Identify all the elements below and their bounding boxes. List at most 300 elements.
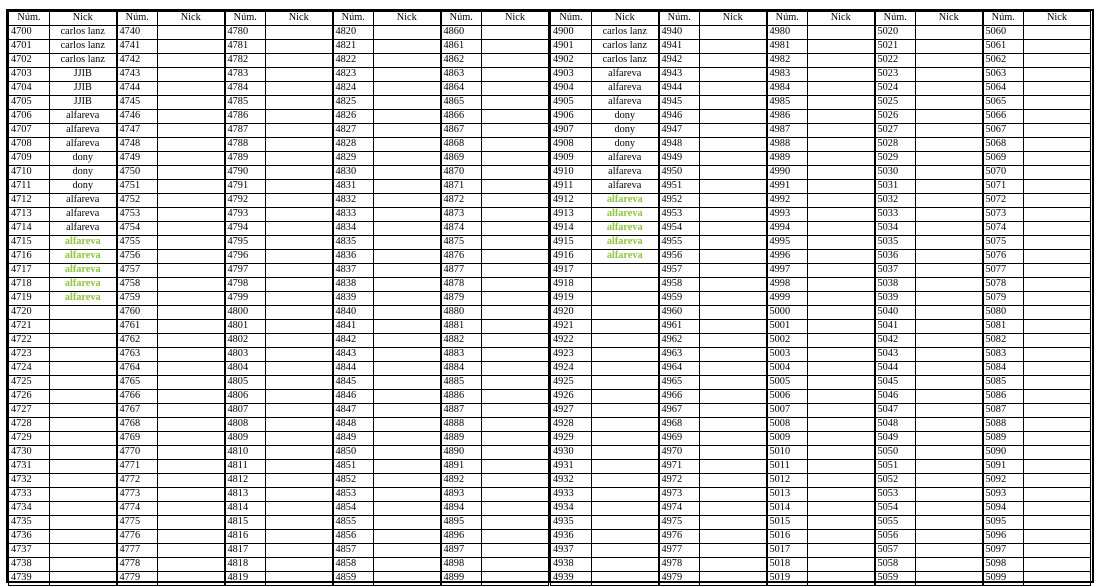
nick-cell[interactable]: [158, 306, 225, 320]
nick-cell[interactable]: [482, 292, 549, 306]
nick-cell[interactable]: [1024, 96, 1091, 110]
nick-cell[interactable]: [916, 362, 983, 376]
nick-cell[interactable]: [808, 446, 875, 460]
nick-cell[interactable]: [158, 558, 225, 572]
nick-cell[interactable]: [916, 502, 983, 516]
nick-cell[interactable]: [1024, 572, 1091, 586]
nick-cell[interactable]: [700, 516, 767, 530]
nick-cell[interactable]: [158, 250, 225, 264]
nick-cell[interactable]: [266, 54, 333, 68]
nick-cell[interactable]: [266, 110, 333, 124]
nick-cell[interactable]: [916, 68, 983, 82]
nick-cell[interactable]: alfareva: [50, 278, 117, 292]
nick-cell[interactable]: [592, 460, 659, 474]
nick-cell[interactable]: [700, 180, 767, 194]
nick-cell[interactable]: [482, 208, 549, 222]
nick-cell[interactable]: [50, 446, 117, 460]
nick-cell[interactable]: carlos lanz: [50, 40, 117, 54]
nick-cell[interactable]: [482, 110, 549, 124]
nick-cell[interactable]: [158, 236, 225, 250]
nick-cell[interactable]: [808, 488, 875, 502]
nick-cell[interactable]: [374, 544, 441, 558]
nick-cell[interactable]: [482, 474, 549, 488]
nick-cell[interactable]: [482, 502, 549, 516]
nick-cell[interactable]: [808, 194, 875, 208]
nick-cell[interactable]: [158, 376, 225, 390]
nick-cell[interactable]: [1024, 26, 1091, 40]
nick-cell[interactable]: [700, 166, 767, 180]
nick-cell[interactable]: [158, 292, 225, 306]
nick-cell[interactable]: [374, 278, 441, 292]
nick-cell[interactable]: [808, 516, 875, 530]
nick-cell[interactable]: [482, 446, 549, 460]
nick-cell[interactable]: [158, 432, 225, 446]
nick-cell[interactable]: carlos lanz: [50, 26, 117, 40]
nick-cell[interactable]: [1024, 320, 1091, 334]
nick-cell[interactable]: [808, 54, 875, 68]
nick-cell[interactable]: [158, 194, 225, 208]
nick-cell[interactable]: [700, 334, 767, 348]
nick-cell[interactable]: [916, 236, 983, 250]
nick-cell[interactable]: alfareva: [50, 124, 117, 138]
nick-cell[interactable]: [482, 68, 549, 82]
nick-cell[interactable]: [50, 544, 117, 558]
nick-cell[interactable]: [374, 264, 441, 278]
nick-cell[interactable]: [374, 236, 441, 250]
nick-cell[interactable]: [916, 264, 983, 278]
nick-cell[interactable]: [1024, 530, 1091, 544]
nick-cell[interactable]: [1024, 152, 1091, 166]
nick-cell[interactable]: [482, 544, 549, 558]
nick-cell[interactable]: [916, 54, 983, 68]
nick-cell[interactable]: [158, 348, 225, 362]
nick-cell[interactable]: [158, 180, 225, 194]
nick-cell[interactable]: [374, 54, 441, 68]
nick-cell[interactable]: [482, 432, 549, 446]
nick-cell[interactable]: [50, 390, 117, 404]
nick-cell[interactable]: [482, 54, 549, 68]
nick-cell[interactable]: [592, 362, 659, 376]
nick-cell[interactable]: [374, 292, 441, 306]
nick-cell[interactable]: [374, 222, 441, 236]
nick-cell[interactable]: [700, 110, 767, 124]
nick-cell[interactable]: [1024, 348, 1091, 362]
nick-cell[interactable]: [916, 82, 983, 96]
nick-cell[interactable]: [916, 446, 983, 460]
nick-cell[interactable]: [808, 306, 875, 320]
nick-cell[interactable]: [266, 166, 333, 180]
nick-cell[interactable]: [592, 572, 659, 586]
nick-cell[interactable]: [808, 474, 875, 488]
nick-cell[interactable]: [50, 404, 117, 418]
nick-cell[interactable]: [592, 446, 659, 460]
nick-cell[interactable]: [374, 124, 441, 138]
nick-cell[interactable]: [700, 558, 767, 572]
nick-cell[interactable]: [482, 152, 549, 166]
nick-cell[interactable]: [158, 460, 225, 474]
nick-cell[interactable]: [916, 348, 983, 362]
nick-cell[interactable]: [808, 180, 875, 194]
nick-cell[interactable]: [50, 488, 117, 502]
nick-cell[interactable]: [916, 110, 983, 124]
nick-cell[interactable]: [266, 180, 333, 194]
nick-cell[interactable]: [374, 348, 441, 362]
nick-cell[interactable]: [592, 334, 659, 348]
nick-cell[interactable]: [266, 432, 333, 446]
nick-cell[interactable]: [916, 530, 983, 544]
nick-cell[interactable]: [50, 376, 117, 390]
nick-cell[interactable]: [374, 446, 441, 460]
nick-cell[interactable]: [266, 82, 333, 96]
nick-cell[interactable]: [700, 236, 767, 250]
nick-cell[interactable]: [1024, 138, 1091, 152]
nick-cell[interactable]: [916, 488, 983, 502]
nick-cell[interactable]: [374, 572, 441, 586]
nick-cell[interactable]: [482, 334, 549, 348]
nick-cell[interactable]: [482, 390, 549, 404]
nick-cell[interactable]: [158, 502, 225, 516]
nick-cell[interactable]: [266, 516, 333, 530]
nick-cell[interactable]: dony: [592, 110, 659, 124]
nick-cell[interactable]: [700, 250, 767, 264]
nick-cell[interactable]: [1024, 516, 1091, 530]
nick-cell[interactable]: [700, 26, 767, 40]
nick-cell[interactable]: [1024, 362, 1091, 376]
nick-cell[interactable]: [1024, 180, 1091, 194]
nick-cell[interactable]: [374, 362, 441, 376]
nick-cell[interactable]: [374, 180, 441, 194]
nick-cell[interactable]: [50, 572, 117, 586]
nick-cell[interactable]: alfareva: [50, 138, 117, 152]
nick-cell[interactable]: [592, 306, 659, 320]
nick-cell[interactable]: [158, 488, 225, 502]
nick-cell[interactable]: [700, 82, 767, 96]
nick-cell[interactable]: [592, 390, 659, 404]
nick-cell[interactable]: [1024, 82, 1091, 96]
nick-cell[interactable]: [482, 26, 549, 40]
nick-cell[interactable]: [158, 516, 225, 530]
nick-cell[interactable]: [700, 418, 767, 432]
nick-cell[interactable]: [374, 208, 441, 222]
nick-cell[interactable]: [158, 166, 225, 180]
nick-cell[interactable]: alfareva: [592, 68, 659, 82]
nick-cell[interactable]: alfareva: [592, 194, 659, 208]
nick-cell[interactable]: [1024, 194, 1091, 208]
nick-cell[interactable]: [700, 376, 767, 390]
nick-cell[interactable]: [700, 292, 767, 306]
nick-cell[interactable]: [592, 474, 659, 488]
nick-cell[interactable]: [1024, 292, 1091, 306]
nick-cell[interactable]: [158, 474, 225, 488]
nick-cell[interactable]: [374, 488, 441, 502]
nick-cell[interactable]: [374, 96, 441, 110]
nick-cell[interactable]: [50, 516, 117, 530]
nick-cell[interactable]: [808, 404, 875, 418]
nick-cell[interactable]: [700, 460, 767, 474]
nick-cell[interactable]: [482, 418, 549, 432]
nick-cell[interactable]: [482, 306, 549, 320]
nick-cell[interactable]: [700, 446, 767, 460]
nick-cell[interactable]: [808, 222, 875, 236]
nick-cell[interactable]: [266, 138, 333, 152]
nick-cell[interactable]: [916, 222, 983, 236]
nick-cell[interactable]: [700, 404, 767, 418]
nick-cell[interactable]: [808, 152, 875, 166]
nick-cell[interactable]: [266, 152, 333, 166]
nick-cell[interactable]: [808, 236, 875, 250]
nick-cell[interactable]: [916, 96, 983, 110]
nick-cell[interactable]: [374, 502, 441, 516]
nick-cell[interactable]: [1024, 334, 1091, 348]
nick-cell[interactable]: [1024, 432, 1091, 446]
nick-cell[interactable]: [916, 516, 983, 530]
nick-cell[interactable]: [266, 124, 333, 138]
nick-cell[interactable]: [266, 68, 333, 82]
nick-cell[interactable]: [700, 278, 767, 292]
nick-cell[interactable]: [1024, 250, 1091, 264]
nick-cell[interactable]: [266, 460, 333, 474]
nick-cell[interactable]: [266, 320, 333, 334]
nick-cell[interactable]: [916, 26, 983, 40]
nick-cell[interactable]: [808, 110, 875, 124]
nick-cell[interactable]: [592, 544, 659, 558]
nick-cell[interactable]: [374, 250, 441, 264]
nick-cell[interactable]: [808, 530, 875, 544]
nick-cell[interactable]: [592, 348, 659, 362]
nick-cell[interactable]: [158, 26, 225, 40]
nick-cell[interactable]: alfareva: [592, 82, 659, 96]
nick-cell[interactable]: [808, 40, 875, 54]
nick-cell[interactable]: [482, 320, 549, 334]
nick-cell[interactable]: [374, 26, 441, 40]
nick-cell[interactable]: [1024, 236, 1091, 250]
nick-cell[interactable]: [482, 362, 549, 376]
nick-cell[interactable]: alfareva: [592, 208, 659, 222]
nick-cell[interactable]: alfareva: [592, 222, 659, 236]
nick-cell[interactable]: alfareva: [592, 236, 659, 250]
nick-cell[interactable]: [1024, 264, 1091, 278]
nick-cell[interactable]: [266, 250, 333, 264]
nick-cell[interactable]: [1024, 446, 1091, 460]
nick-cell[interactable]: [1024, 474, 1091, 488]
nick-cell[interactable]: [700, 572, 767, 586]
nick-cell[interactable]: [1024, 544, 1091, 558]
nick-cell[interactable]: JJIB: [50, 96, 117, 110]
nick-cell[interactable]: alfareva: [50, 208, 117, 222]
nick-cell[interactable]: [374, 194, 441, 208]
nick-cell[interactable]: [482, 530, 549, 544]
nick-cell[interactable]: [916, 390, 983, 404]
nick-cell[interactable]: [1024, 418, 1091, 432]
nick-cell[interactable]: [592, 432, 659, 446]
nick-cell[interactable]: [916, 418, 983, 432]
nick-cell[interactable]: [374, 334, 441, 348]
nick-cell[interactable]: [808, 278, 875, 292]
nick-cell[interactable]: [700, 502, 767, 516]
nick-cell[interactable]: alfareva: [50, 110, 117, 124]
nick-cell[interactable]: [374, 138, 441, 152]
nick-cell[interactable]: [482, 96, 549, 110]
nick-cell[interactable]: [158, 446, 225, 460]
nick-cell[interactable]: [1024, 278, 1091, 292]
nick-cell[interactable]: [916, 166, 983, 180]
nick-cell[interactable]: [808, 250, 875, 264]
nick-cell[interactable]: carlos lanz: [50, 54, 117, 68]
nick-cell[interactable]: [808, 390, 875, 404]
nick-cell[interactable]: [50, 474, 117, 488]
nick-cell[interactable]: [916, 460, 983, 474]
nick-cell[interactable]: [266, 558, 333, 572]
nick-cell[interactable]: [808, 264, 875, 278]
nick-cell[interactable]: [266, 26, 333, 40]
nick-cell[interactable]: [482, 348, 549, 362]
nick-cell[interactable]: [374, 474, 441, 488]
nick-cell[interactable]: carlos lanz: [592, 26, 659, 40]
nick-cell[interactable]: [808, 572, 875, 586]
nick-cell[interactable]: [158, 96, 225, 110]
nick-cell[interactable]: [50, 418, 117, 432]
nick-cell[interactable]: [374, 320, 441, 334]
nick-cell[interactable]: [266, 236, 333, 250]
nick-cell[interactable]: [916, 334, 983, 348]
nick-cell[interactable]: [266, 418, 333, 432]
nick-cell[interactable]: [266, 334, 333, 348]
nick-cell[interactable]: [266, 474, 333, 488]
nick-cell[interactable]: [266, 362, 333, 376]
nick-cell[interactable]: [592, 292, 659, 306]
nick-cell[interactable]: [916, 40, 983, 54]
nick-cell[interactable]: alfareva: [592, 152, 659, 166]
nick-cell[interactable]: [700, 138, 767, 152]
nick-cell[interactable]: [1024, 558, 1091, 572]
nick-cell[interactable]: [916, 404, 983, 418]
nick-cell[interactable]: [158, 54, 225, 68]
nick-cell[interactable]: [808, 544, 875, 558]
nick-cell[interactable]: [374, 390, 441, 404]
nick-cell[interactable]: dony: [50, 166, 117, 180]
nick-cell[interactable]: [482, 460, 549, 474]
nick-cell[interactable]: [1024, 166, 1091, 180]
nick-cell[interactable]: [916, 208, 983, 222]
nick-cell[interactable]: [266, 208, 333, 222]
nick-cell[interactable]: [266, 530, 333, 544]
nick-cell[interactable]: alfareva: [592, 180, 659, 194]
nick-cell[interactable]: [700, 390, 767, 404]
nick-cell[interactable]: [266, 96, 333, 110]
nick-cell[interactable]: [592, 278, 659, 292]
nick-cell[interactable]: [592, 488, 659, 502]
nick-cell[interactable]: [50, 530, 117, 544]
nick-cell[interactable]: [374, 404, 441, 418]
nick-cell[interactable]: [158, 278, 225, 292]
nick-cell[interactable]: dony: [50, 152, 117, 166]
nick-cell[interactable]: [374, 460, 441, 474]
nick-cell[interactable]: [50, 432, 117, 446]
nick-cell[interactable]: [808, 348, 875, 362]
nick-cell[interactable]: [916, 320, 983, 334]
nick-cell[interactable]: [1024, 390, 1091, 404]
nick-cell[interactable]: [700, 348, 767, 362]
nick-cell[interactable]: [700, 194, 767, 208]
nick-cell[interactable]: [700, 320, 767, 334]
nick-cell[interactable]: [592, 530, 659, 544]
nick-cell[interactable]: [1024, 68, 1091, 82]
nick-cell[interactable]: JJIB: [50, 68, 117, 82]
nick-cell[interactable]: [266, 390, 333, 404]
nick-cell[interactable]: [50, 460, 117, 474]
nick-cell[interactable]: [592, 418, 659, 432]
nick-cell[interactable]: [266, 502, 333, 516]
nick-cell[interactable]: [158, 110, 225, 124]
nick-cell[interactable]: alfareva: [50, 194, 117, 208]
nick-cell[interactable]: [916, 558, 983, 572]
nick-cell[interactable]: [482, 138, 549, 152]
nick-cell[interactable]: [482, 180, 549, 194]
nick-cell[interactable]: [592, 558, 659, 572]
nick-cell[interactable]: [808, 432, 875, 446]
nick-cell[interactable]: [916, 292, 983, 306]
nick-cell[interactable]: [158, 264, 225, 278]
nick-cell[interactable]: [700, 530, 767, 544]
nick-cell[interactable]: [700, 208, 767, 222]
nick-cell[interactable]: [158, 362, 225, 376]
nick-cell[interactable]: alfareva: [592, 166, 659, 180]
nick-cell[interactable]: alfareva: [592, 250, 659, 264]
nick-cell[interactable]: [266, 348, 333, 362]
nick-cell[interactable]: [1024, 376, 1091, 390]
nick-cell[interactable]: alfareva: [592, 96, 659, 110]
nick-cell[interactable]: [374, 376, 441, 390]
nick-cell[interactable]: [482, 404, 549, 418]
nick-cell[interactable]: dony: [592, 124, 659, 138]
nick-cell[interactable]: [808, 26, 875, 40]
nick-cell[interactable]: [158, 320, 225, 334]
nick-cell[interactable]: [482, 376, 549, 390]
nick-cell[interactable]: [374, 166, 441, 180]
nick-cell[interactable]: [374, 516, 441, 530]
nick-cell[interactable]: [266, 306, 333, 320]
nick-cell[interactable]: [808, 558, 875, 572]
nick-cell[interactable]: [482, 278, 549, 292]
nick-cell[interactable]: [266, 488, 333, 502]
nick-cell[interactable]: [1024, 404, 1091, 418]
nick-cell[interactable]: [700, 306, 767, 320]
nick-cell[interactable]: [700, 432, 767, 446]
nick-cell[interactable]: [50, 558, 117, 572]
nick-cell[interactable]: [808, 362, 875, 376]
nick-cell[interactable]: [916, 474, 983, 488]
nick-cell[interactable]: [374, 530, 441, 544]
nick-cell[interactable]: [374, 306, 441, 320]
nick-cell[interactable]: alfareva: [50, 292, 117, 306]
nick-cell[interactable]: [158, 82, 225, 96]
nick-cell[interactable]: [1024, 502, 1091, 516]
nick-cell[interactable]: [374, 110, 441, 124]
nick-cell[interactable]: [482, 194, 549, 208]
nick-cell[interactable]: [700, 124, 767, 138]
nick-cell[interactable]: JJIB: [50, 82, 117, 96]
nick-cell[interactable]: [916, 376, 983, 390]
nick-cell[interactable]: [482, 264, 549, 278]
nick-cell[interactable]: [916, 572, 983, 586]
nick-cell[interactable]: [482, 558, 549, 572]
nick-cell[interactable]: [374, 68, 441, 82]
nick-cell[interactable]: [266, 278, 333, 292]
nick-cell[interactable]: [158, 40, 225, 54]
nick-cell[interactable]: [158, 404, 225, 418]
nick-cell[interactable]: [808, 138, 875, 152]
nick-cell[interactable]: [700, 488, 767, 502]
